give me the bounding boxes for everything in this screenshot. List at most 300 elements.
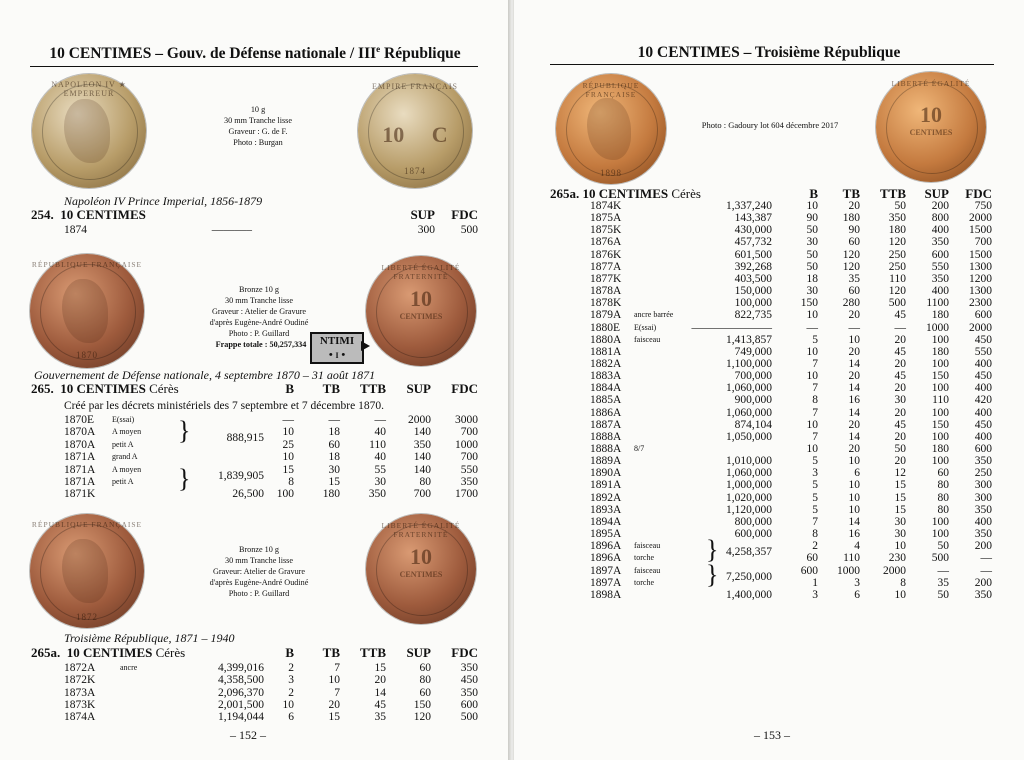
row-value: 350	[413, 438, 431, 451]
row-mark: torche	[634, 553, 654, 563]
row-value: 3	[812, 467, 818, 480]
row-value: 2	[288, 662, 294, 674]
row-mark: petit A	[112, 477, 134, 486]
row-year: 1885A	[590, 394, 622, 407]
row-value: 10	[848, 503, 860, 516]
row-mintage: 888,915	[226, 432, 264, 445]
row-value: 10	[848, 455, 860, 468]
row-value: 200	[974, 576, 992, 589]
row-year: 1892A	[590, 491, 622, 504]
row-value: 400	[974, 382, 992, 395]
row-value: 14	[848, 357, 860, 370]
row-mark: torche	[634, 577, 654, 587]
row-value: 350	[368, 488, 386, 501]
coin-265a-obverse: RÉPUBLIQUE FRANÇAISE 1872	[30, 514, 144, 628]
row-value: 100	[931, 333, 949, 346]
page-number: – 153 –	[754, 728, 790, 742]
row-value: 8	[900, 576, 906, 589]
row-year: 1891A	[590, 479, 622, 492]
row-value: 110	[369, 438, 386, 451]
row-year: 1872K	[64, 674, 96, 687]
row-value: 600	[800, 564, 818, 577]
row-year: 1896A	[590, 540, 622, 553]
row-value: 4	[854, 540, 860, 553]
row-mintage: 1,060,000	[726, 382, 772, 395]
row-value: 450	[974, 418, 992, 431]
row-value: 2	[288, 686, 294, 699]
arrow-icon	[361, 341, 370, 351]
row-value: 8	[812, 394, 818, 407]
caption-265a: Troisième République, 1871 – 1940	[64, 631, 235, 645]
row-value: 18	[328, 451, 340, 464]
row-value: 550	[931, 260, 949, 273]
coin-1898-reverse: LIBERTÉ ÉGALITÉ 10 CENTIMES	[876, 72, 986, 182]
row-value: 600	[974, 443, 992, 455]
row-value: 420	[974, 394, 992, 407]
coin-254-specs	[188, 104, 328, 148]
row-value: 80	[419, 674, 431, 687]
row-year: 1874K	[590, 200, 622, 212]
brace: }	[706, 535, 719, 564]
row-value: 150	[800, 297, 818, 310]
row-value: 16	[848, 394, 860, 407]
row-mintage: 2,001,500	[218, 698, 264, 711]
row-value: 12	[894, 467, 906, 480]
row-value: 20	[894, 430, 906, 443]
row-value: 7	[334, 662, 340, 674]
row-year: 1870E	[64, 414, 95, 426]
coin-265-specs	[194, 284, 324, 339]
row-value: 5	[812, 503, 818, 516]
row-value: 10	[282, 451, 294, 464]
row-value: —	[374, 414, 386, 426]
row-value: 450	[974, 333, 992, 346]
row-mark: ancre	[120, 663, 138, 672]
row-year: 1888A	[590, 443, 622, 455]
row-value: 10	[806, 345, 818, 358]
row-value: 20	[848, 309, 860, 322]
row-value: 90	[848, 224, 860, 237]
row-value: 6	[854, 467, 860, 480]
row-mintage: 392,268	[734, 260, 772, 273]
row-mintage: 26,500	[232, 488, 264, 501]
row-value: 180	[888, 224, 906, 237]
row-value: 60	[419, 686, 431, 699]
row-value: 35	[374, 711, 386, 724]
row-year: 1895A	[590, 528, 622, 541]
row-value: 250	[888, 248, 906, 261]
row-value: 150	[931, 370, 949, 383]
column-header: FDC	[451, 381, 478, 396]
row-mintage: 1,100,000	[726, 357, 772, 370]
spec-line: d'après Eugène-André Oudiné	[209, 578, 309, 587]
row-value: 7	[812, 357, 818, 370]
row-mintage: 1,839,905	[218, 469, 264, 482]
row-year: 1870A	[64, 426, 96, 439]
row-mark: A moyen	[112, 427, 142, 437]
row-value: 60	[419, 662, 431, 674]
row-value: 2000	[969, 321, 992, 334]
column-header: SUP	[924, 186, 949, 201]
spec-line: Photo : P. Guillard	[228, 589, 290, 598]
row-value: 350	[460, 662, 478, 674]
row-value: —	[328, 414, 340, 426]
row-value: 600	[974, 309, 992, 322]
row-value: —	[848, 321, 860, 334]
column-header: FDC	[451, 645, 478, 660]
row-mintage: 100,000	[734, 297, 772, 310]
row-mintage: 800,000	[734, 515, 772, 528]
row-mintage: 457,732	[734, 236, 772, 249]
row-mintage: –––––––	[211, 224, 252, 236]
row-mintage: 2,096,370	[218, 686, 264, 699]
right-running-head: 10 CENTIMES – Troisième République	[637, 44, 901, 61]
coin-265-obverse: RÉPUBLIQUE FRANÇAISE 1870	[30, 254, 144, 368]
row-year: 1872A	[64, 662, 96, 674]
row-value: 400	[974, 430, 992, 443]
row-year: 1881A	[590, 345, 622, 358]
row-value: 15	[328, 711, 340, 724]
row-mintage: ———————	[691, 321, 772, 334]
row-value: —	[282, 414, 294, 426]
row-value: 120	[888, 236, 906, 249]
row-value: 700	[413, 488, 431, 501]
spec-line: Bronze 10 g	[238, 545, 280, 554]
column-header: SUP	[406, 381, 431, 396]
heading-265: 265. 10 CENTIMES Cérès	[31, 381, 179, 396]
row-year: 1878K	[590, 297, 622, 310]
row-year: 1879A	[590, 309, 622, 322]
row-mark: petit A	[112, 439, 134, 449]
row-value: 15	[894, 479, 906, 492]
coin-254-reverse: EMPIRE FRANÇAIS 10 C 1874	[358, 74, 472, 188]
row-value: 300	[974, 479, 992, 492]
column-header: B	[285, 381, 294, 396]
row-value: 20	[894, 406, 906, 419]
row-value: 45	[894, 418, 906, 431]
row-value: 350	[974, 455, 992, 468]
row-mark: ancre barrée	[634, 310, 674, 320]
row-mintage: 150,000	[734, 285, 772, 298]
row-value: 20	[848, 200, 860, 212]
row-mintage: 749,000	[734, 345, 772, 358]
row-value: 30	[806, 236, 818, 249]
row-mark: faisceau	[634, 565, 661, 575]
coin-254-obverse: NAPOLEON IV ★ EMPEREUR	[32, 74, 146, 188]
row-value: 100	[931, 528, 949, 541]
row-year: 1894A	[590, 515, 622, 528]
row-value: 2000	[883, 564, 906, 577]
left-running-head: 10 CENTIMES – Gouv. de Défense nationale / IIIe République	[49, 44, 461, 63]
row-value: 3000	[455, 414, 478, 426]
row-value: 20	[328, 698, 340, 711]
row-mintage: 1,020,000	[726, 491, 772, 504]
row-value: 16	[848, 528, 860, 541]
row-value: 10	[894, 540, 906, 553]
row-value: 60	[937, 467, 949, 480]
row-year: 1888A	[590, 430, 622, 443]
row-value: 350	[931, 272, 949, 285]
row-value: 1500	[969, 224, 992, 237]
row-year: 1876A	[590, 236, 622, 249]
row-value: 100	[931, 357, 949, 370]
coin-265-reverse: LIBERTÉ ÉGALITÉ FRATERNITÉ 10 CENTIMES	[366, 256, 476, 366]
row-value: 1	[812, 576, 818, 589]
row-value: 15	[894, 503, 906, 516]
row-mark: A moyen	[112, 464, 142, 474]
row-value: —	[980, 564, 992, 577]
row-mintage: 4,358,500	[218, 674, 264, 687]
row-year: 1893A	[590, 503, 622, 516]
row-year: 1875A	[590, 212, 622, 225]
row-mark: E(ssai)	[634, 322, 657, 332]
row-value: 150	[413, 698, 431, 711]
row-year: 1887A	[590, 418, 622, 431]
row-value: 100	[931, 515, 949, 528]
row-value: 10	[806, 443, 818, 455]
row-value: 18	[806, 272, 818, 285]
row-year: 1898A	[590, 588, 622, 601]
row-mintage: 1,060,000	[726, 467, 772, 480]
row-value: 3	[854, 576, 860, 589]
row-value: 100	[931, 406, 949, 419]
row-value: 100	[931, 382, 949, 395]
row-value: 700	[460, 426, 478, 439]
row-value: 180	[322, 488, 340, 501]
row-value: 10	[806, 370, 818, 383]
row-value: 50	[937, 588, 949, 601]
row-value: 5	[812, 455, 818, 468]
row-value: 20	[848, 443, 860, 455]
row-mintage: 4,258,357	[726, 546, 772, 559]
row-value: 60	[328, 438, 340, 451]
row-value: 750	[974, 200, 992, 212]
row-mark: grand A	[112, 452, 138, 462]
row-value: 230	[888, 552, 906, 565]
row-value: 7	[812, 430, 818, 443]
row-value: —	[937, 564, 949, 577]
row-value: 110	[889, 272, 906, 285]
row-value: 180	[931, 345, 949, 358]
row-value: 500	[888, 297, 906, 310]
row-value: 10	[282, 698, 294, 711]
row-mark: faisceau	[634, 541, 661, 551]
row-value: 40	[374, 451, 386, 464]
row-value: 500	[460, 711, 478, 724]
row-value: 30	[894, 528, 906, 541]
row-value: 350	[460, 686, 478, 699]
row-value: 35	[937, 576, 949, 589]
row-year: 1876K	[590, 248, 622, 261]
row-year: 1897A	[590, 564, 622, 577]
row-value: 1300	[969, 285, 992, 298]
row-value: 45	[894, 370, 906, 383]
row-value: 50	[806, 248, 818, 261]
row-mark: 8/7	[634, 444, 645, 453]
coin-265-total: Frappe totale : 50,257,334	[215, 340, 307, 349]
row-value: 50	[894, 443, 906, 455]
column-header: FDC	[965, 186, 992, 201]
row-value: 280	[842, 297, 860, 310]
row-mintage: 700,000	[734, 370, 772, 383]
row-value: 100	[276, 488, 294, 501]
row-year: 1877A	[590, 260, 622, 273]
row-year: 1878A	[590, 285, 622, 298]
row-mintage: 430,000	[734, 224, 772, 237]
row-value: 500	[460, 224, 478, 236]
row-value: 15	[328, 476, 340, 488]
heading-265a: 265a. 10 CENTIMES Cérès	[31, 645, 186, 660]
row-value: 180	[931, 443, 949, 455]
row-value: 2000	[408, 414, 431, 426]
column-header: B	[285, 645, 294, 660]
row-value: 80	[937, 503, 949, 516]
row-year: 1890A	[590, 467, 622, 480]
row-value: 1500	[969, 248, 992, 261]
spec-line: Graveur : G. de F.	[228, 127, 288, 136]
row-value: 200	[931, 200, 949, 212]
row-value: 400	[974, 357, 992, 370]
row-value: 10	[806, 309, 818, 322]
row-value: 50	[806, 224, 818, 237]
row-value: 600	[460, 698, 478, 711]
column-header: TTB	[359, 645, 386, 660]
row-value: 100	[931, 430, 949, 443]
row-value: 120	[888, 285, 906, 298]
row-value: 400	[931, 285, 949, 298]
row-value: 500	[931, 552, 949, 565]
row-value: 2	[812, 540, 818, 553]
row-year: 1870A	[64, 438, 96, 451]
row-value: 120	[413, 711, 431, 724]
row-value: 200	[974, 540, 992, 553]
row-value: 20	[848, 345, 860, 358]
row-value: 3	[812, 588, 818, 601]
row-value: 7	[334, 686, 340, 699]
row-value: 400	[974, 406, 992, 419]
row-value: 45	[894, 309, 906, 322]
spec-line: 30 mm Tranche lisse	[224, 556, 293, 565]
row-mintage: 1,050,000	[726, 430, 772, 443]
row-year: 1889A	[590, 455, 622, 468]
row-value: 5	[812, 491, 818, 504]
row-value: 60	[806, 552, 818, 565]
row-value: 110	[932, 394, 949, 407]
column-header: SUP	[410, 207, 435, 222]
brace: }	[706, 560, 719, 589]
row-mintage: 601,500	[734, 248, 772, 261]
caption-254: Napoléon IV Prince Imperial, 1856-1879	[64, 194, 263, 208]
brace: }	[178, 416, 191, 445]
row-value: 1200	[969, 272, 992, 285]
row-year: 1871A	[64, 451, 96, 464]
row-value: 7	[812, 406, 818, 419]
row-mintage: 1,010,000	[726, 455, 772, 468]
column-header: SUP	[406, 645, 431, 660]
row-value: 80	[419, 476, 431, 488]
row-value: 15	[894, 491, 906, 504]
row-mintage: 600,000	[734, 528, 772, 541]
row-value: 700	[460, 451, 478, 464]
spec-line: Bronze 10 g	[238, 285, 280, 294]
row-value: 350	[460, 476, 478, 488]
column-header: TB	[842, 186, 860, 201]
row-value: 300	[974, 491, 992, 504]
row-value: 40	[374, 426, 386, 439]
row-value: 2000	[969, 212, 992, 225]
row-value: 140	[413, 451, 431, 464]
row-value: 5	[812, 333, 818, 346]
row-mintage: 1,060,000	[726, 406, 772, 419]
spec-line: 30 mm Tranche lisse	[223, 116, 292, 125]
row-mintage: 1,337,240	[726, 200, 772, 212]
row-value: 350	[974, 588, 992, 601]
row-value: 30	[806, 285, 818, 298]
heading-265a-cont: 265a. 10 CENTIMES Cérès	[550, 186, 701, 201]
row-value: 20	[894, 455, 906, 468]
row-mintage: 900,000	[734, 394, 772, 407]
row-year: 1896A	[590, 552, 622, 565]
row-value: 10	[806, 200, 818, 212]
row-value: 120	[842, 248, 860, 261]
row-value: 250	[888, 260, 906, 273]
row-value: 550	[460, 463, 478, 476]
column-header: TTB	[879, 186, 906, 201]
brace: }	[178, 464, 191, 493]
row-value: 14	[374, 686, 386, 699]
row-value: 7	[812, 515, 818, 528]
page-number: – 152 –	[230, 728, 266, 742]
row-year: 1873A	[64, 686, 96, 699]
row-value: 350	[974, 503, 992, 516]
row-value: 1000	[455, 438, 478, 451]
row-value: 180	[931, 309, 949, 322]
row-mintage: 1,194,044	[218, 711, 264, 724]
column-header: FDC	[451, 207, 478, 222]
row-value: 140	[413, 426, 431, 439]
row-value: 1100	[926, 297, 949, 310]
row-value: 1300	[969, 260, 992, 273]
row-value: 10	[848, 491, 860, 504]
row-year: 1877K	[590, 272, 622, 285]
row-value: 1000	[837, 564, 860, 577]
column-header: TTB	[359, 381, 386, 396]
spec-line: 30 mm Tranche lisse	[224, 296, 293, 305]
row-value: 300	[417, 224, 435, 236]
row-value: 110	[843, 552, 860, 565]
row-value: 10	[328, 674, 340, 687]
column-header: B	[809, 186, 818, 201]
row-value: 550	[974, 345, 992, 358]
row-value: 450	[974, 370, 992, 383]
row-value: 700	[974, 236, 992, 249]
row-value: 20	[848, 418, 860, 431]
row-year: 1886A	[590, 406, 622, 419]
spec-line: 10 g	[250, 105, 266, 114]
row-value: 30	[894, 394, 906, 407]
row-value: 15	[374, 662, 386, 674]
row-value: 30	[328, 463, 340, 476]
row-value: 140	[413, 463, 431, 476]
row-mintage: 403,500	[734, 272, 772, 285]
row-value: 10	[894, 588, 906, 601]
spec-line: Photo : Burgan	[233, 138, 283, 147]
spec-line: d'après Eugène-André Oudiné	[209, 318, 309, 327]
row-value: 400	[974, 515, 992, 528]
row-year: 1874A	[64, 711, 96, 724]
row-value: 6	[854, 588, 860, 601]
row-year: 1883A	[590, 370, 622, 383]
